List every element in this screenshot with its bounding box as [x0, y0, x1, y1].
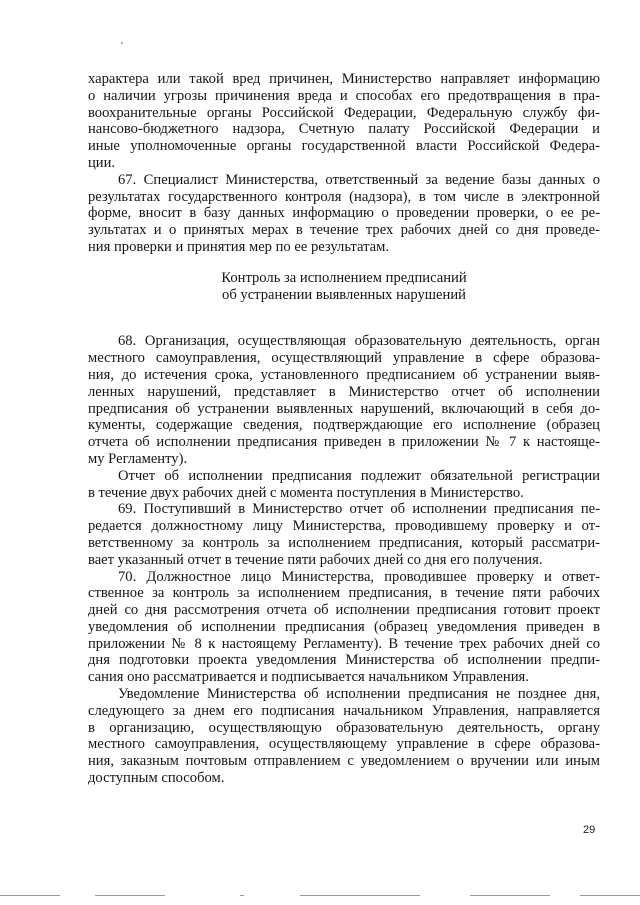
- text-line: ния проверки и принятия мер по ее результатам.: [88, 238, 389, 255]
- heading-line: об устранении выявленных нарушений: [222, 286, 466, 303]
- text-line: ния, до истечения срока, установленного предписанием об устранении выяв-: [88, 366, 600, 383]
- text-line: Отчет об исполнении предписания подлежит обязательной регистрации: [118, 467, 600, 484]
- text-line: характера или такой вред причинен, Министерство направляет информацию: [88, 71, 600, 87]
- text-line: дней со дня рассмотрения отчета об исполнении предписания готовит проект: [88, 602, 600, 619]
- text-line: местного самоуправления, осуществляющему управление в сфере образова-: [88, 736, 600, 753]
- text-line: воохранительные органы Российской Федерации, Федеральную службу фи-: [88, 104, 600, 121]
- text-line: 68. Организация, осуществляющая образовательную деятельность, орган: [118, 333, 600, 350]
- page-number: 29: [583, 824, 596, 836]
- text-line: зультатах и о принятых мерах в течение трех рабочих дней со дня проведе-: [88, 222, 600, 239]
- text-line: сания оно рассматривается и подписывается начальником Управления.: [88, 669, 529, 686]
- text-line: ственное за контроль за исполнением предписания, в течение пяти рабочих: [88, 585, 600, 602]
- text-line: в течение двух рабочих дней с момента поступления в Министерство.: [88, 484, 524, 501]
- text-line: 67. Специалист Министерства, ответственный за ведение базы данных о: [118, 171, 600, 188]
- text-line: форме, вносит в базу данных информацию о проведении проверки, о ее ре-: [88, 205, 600, 222]
- text-line: ции.: [88, 155, 116, 171]
- text-line: приложении № 8 к настоящему Регламенту). В течение трех рабочих дней со: [88, 635, 600, 652]
- text-line: Уведомление Министерства об исполнении предписания не позднее дня,: [118, 686, 600, 702]
- text-line: ленных нарушений, представляет в Министерство отчет об исполнении: [88, 383, 600, 400]
- text-line: предписания об устранении выявленных нарушений, включающий в себя до-: [88, 400, 600, 417]
- text-line: местного самоуправления, осуществляющий управление в сфере образова-: [88, 350, 600, 367]
- text-line: следующего за днем его подписания начальником Управления, направляется: [88, 702, 600, 719]
- text-line: ветственному за контроль за исполнением предписания, который рассматри-: [88, 534, 600, 551]
- text-line: ния, заказным почтовым отправлением с уведомлением о вручении или иным: [88, 753, 600, 770]
- heading-line: Контроль за исполнением предписаний: [221, 269, 467, 286]
- scan-bottom-edge: [0, 893, 640, 905]
- text-line: нансово-бюджетного надзора, Счетную палату Российской Федерации и: [88, 121, 600, 138]
- text-line: редается должностному лицу Министерства, проводившему проверку и от-: [88, 518, 600, 535]
- text-line: му Регламенту).: [88, 450, 188, 467]
- scan-speck: [121, 42, 123, 44]
- text-line: дня подготовки проекта уведомления Министерства об исполнении предпи-: [88, 652, 600, 669]
- text-line: 69. Поступивший в Министерство отчет об исполнении предписания пе-: [118, 501, 600, 518]
- text-line: доступным способом.: [88, 770, 225, 786]
- text-line: в организацию, осуществляющую образовательную деятельность, органу: [88, 719, 600, 736]
- text-line: 70. Должностное лицо Министерства, проводившее проверку и ответ-: [118, 568, 600, 585]
- text-line: о наличии угрозы причинения вреда и способах его предотвращения в пра-: [88, 87, 600, 104]
- text-line: результатах государственного контроля (надзора), в том числе в электронной: [88, 188, 600, 205]
- text-line: кументы, содержащие сведения, подтверждающие его исполнение (образец: [88, 417, 600, 434]
- text-line: отчета об исполнении предписания приведен в приложении № 7 к настояще-: [88, 434, 600, 451]
- text-line: уведомления об исполнении предписания (образец уведомления приведен в: [88, 618, 600, 635]
- text-line: вает указанный отчет в течение пяти рабочих дней со дня его получения.: [88, 551, 543, 568]
- text-line: иные уполномоченные органы государственной власти Российской Федера-: [88, 138, 600, 155]
